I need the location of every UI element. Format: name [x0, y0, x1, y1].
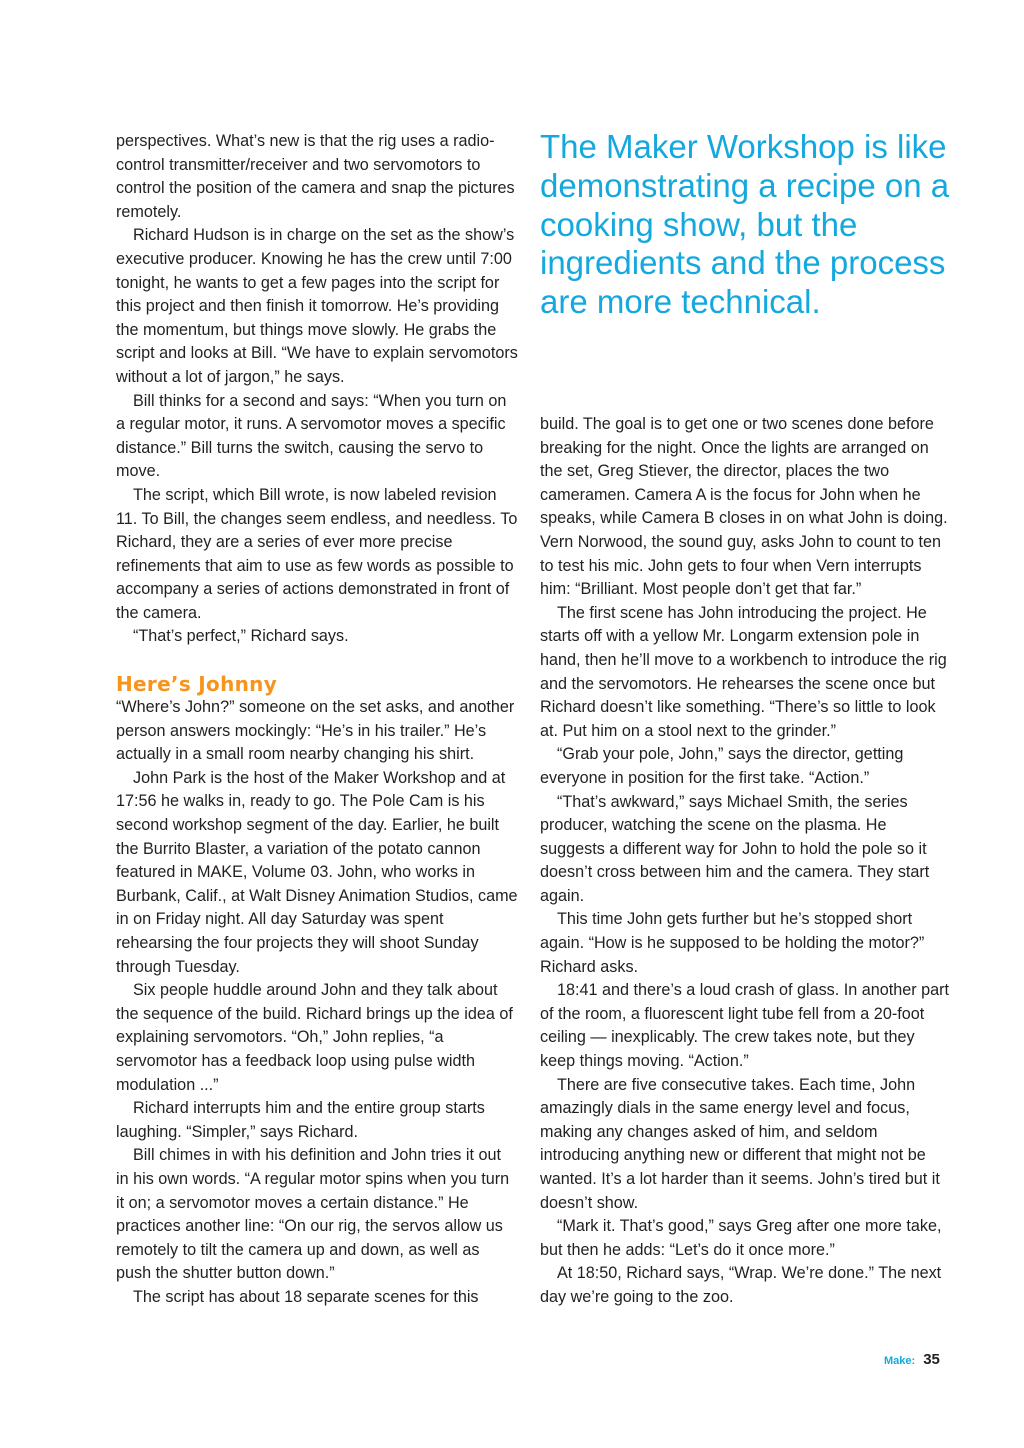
body-paragraph: The script, which Bill wrote, is now labeled revision 11. To Bill, the changes seem endless, and needless. To Richard, they are a series of ever more precise refinements that aim to use as few words as possible to accompany a series of actions demonstrated in front of the camera. [116, 485, 518, 622]
page-number: 35 [923, 1351, 940, 1368]
body-paragraph: The script has about 18 separate scenes for this [133, 1287, 479, 1306]
body-paragraph: “Mark it. That’s good,” says Greg after one more take, but then he adds: “Let’s do it once more.” [540, 1217, 942, 1259]
left-column [116, 130, 518, 1310]
body-paragraph: The first scene has John introducing the project. He starts off with a yellow Mr. Longarm extension pole in hand, then he’ll move to a workbench to introduce the rig and the servomotors. He rehearses the scene once but Richard doesn’t like something. “There’s so little to look at. Put him on a stool next to the grinder.” [540, 603, 947, 740]
body-paragraph: Richard Hudson is in charge on the set as the show’s executive producer. Knowing he has the crew until 7:00 tonight, he wants to get a few pages into the script for this project and then finish it tomorrow. He’s providing the momentum, but things move slowly. He grabs the script and looks at Bill. “We have to explain servomotors without a lot of jargon,” he says. [116, 226, 518, 386]
body-paragraph: Bill thinks for a second and says: “When you turn on a regular motor, it runs. A servomotor moves a specific distance.” Bill turns the switch, causing the servo to move. [116, 391, 507, 481]
body-paragraph: “Grab your pole, John,” says the director, getting everyone in position for the first take. “Action.” [540, 745, 904, 787]
body-paragraph: Richard interrupts him and the entire group starts laughing. “Simpler,” says Richard. [116, 1099, 485, 1141]
right-column [540, 413, 950, 1310]
page-footer [884, 1351, 940, 1369]
body-paragraph: This time John gets further but he’s stopped short again. “How is he supposed to be holding the motor?” Richard asks. [540, 910, 925, 976]
body-paragraph: “Where’s John?” someone on the set asks, and another person answers mockingly: “He’s in his trailer.” He’s actually in a small room nearby changing his shirt. [116, 698, 515, 764]
magazine-brand: Make: [884, 1355, 916, 1367]
section-subheading: Here’s Johnny [116, 672, 278, 697]
body-paragraph: perspectives. What’s new is that the rig uses a radio-control transmitter/receiver and two servomotors to control the position of the camera and snap the pictures remotely. [116, 132, 515, 221]
body-paragraph: At 18:50, Richard says, “Wrap. We’re done.” The next day we’re going to the zoo. [540, 1264, 942, 1306]
body-paragraph: 18:41 and there’s a loud crash of glass. In another part of the room, a fluorescent light tube fell from a 20-foot ceiling — inexplicably. The crew takes note, but they keep things moving. “Action.” [540, 981, 950, 1071]
body-paragraph: John Park is the host of the Maker Workshop and at 17:56 he walks in, ready to go. The Pole Cam is his second workshop segment of the day. Earlier, he built the Burrito Blaster, a variation of the potato cannon featured in MAKE, Volume 03. John, who works in Burbank, Calif., at Walt Disney Animation Studios, came in on Friday night. All day Saturday was spent rehearsing the four projects they will shoot Sunday through Tuesday. [116, 768, 518, 976]
body-paragraph: Bill chimes in with his definition and John tries it out in his own words. “A regular motor spins when you turn it on; a servomotor moves a certain distance.” He practices another line: “On our rig, the servos allow us remotely to tilt the camera up and down, as well as push the shutter button down.” [116, 1146, 510, 1283]
pull-quote: The Maker Workshop is like demonstrating a recipe on a cooking show, but the ingredients and the process are more technical. [540, 128, 950, 321]
body-paragraph: There are five consecutive takes. Each time, John amazingly dials in the same energy level and focus, making any changes asked of him, and seldom introducing anything new or different that might not be wanted. It’s a lot harder than it seems. John’s tired but it doesn’t show. [540, 1075, 940, 1212]
body-paragraph: Six people huddle around John and they talk about the sequence of the build. Richard brings up the idea of explaining servomotors. “Oh,” John replies, “a servomotor has a feedback loop using pulse width modulation ...” [116, 981, 513, 1094]
body-paragraph: build. The goal is to get one or two scenes done before breaking for the night. Once the lights are arranged on the set, Greg Stiever, the director, places the two cameramen. Camera A is the focus for John when he speaks, while Camera B closes in on what John is doing. Vern Norwood, the sound guy, asks John to count to ten to test his mic. John gets to four when Vern interrupts him: “Brilliant. Most people don’t get that far.” [540, 415, 948, 599]
body-paragraph: “That’s perfect,” Richard says. [133, 627, 349, 646]
body-paragraph: “That’s awkward,” says Michael Smith, the series producer, watching the scene on the plasma. He suggests a different way for John to hold the pole so it doesn’t cross between him and the camera. They start again. [540, 792, 930, 905]
